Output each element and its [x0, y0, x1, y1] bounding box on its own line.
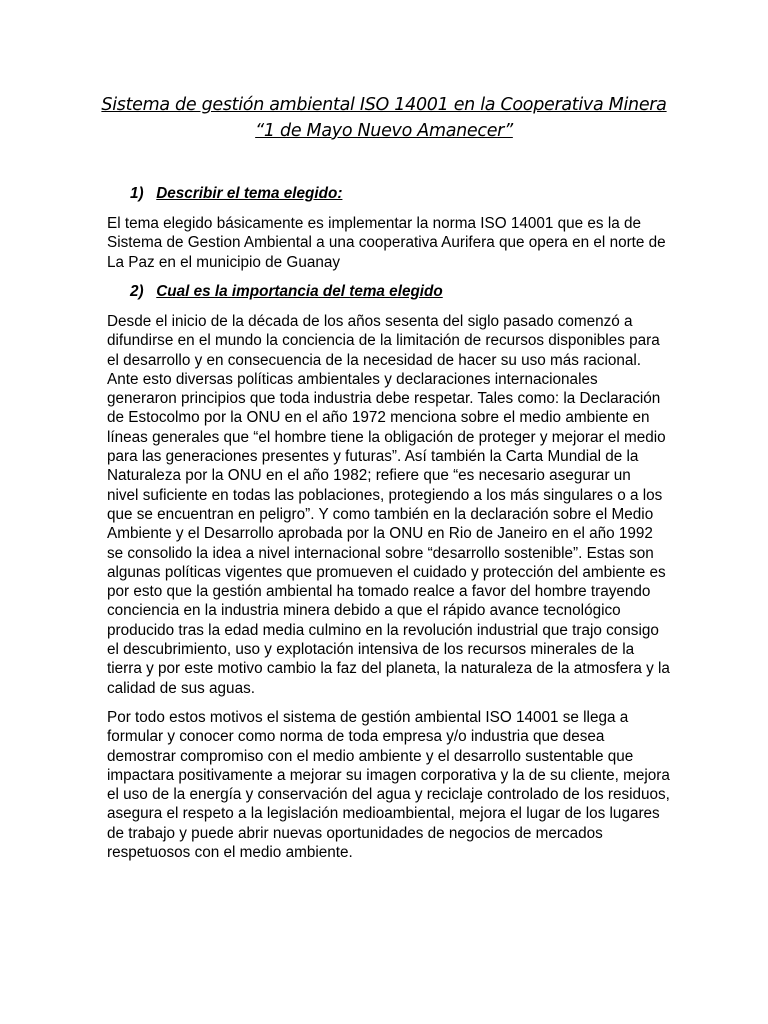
title-line-2: “1 de Mayo Nuevo Amanecer” — [255, 121, 513, 141]
document-title — [100, 92, 668, 144]
paragraph-line: para las generaciones presentes y futuras”. Así también la Carta Mundial de la — [107, 448, 639, 466]
section-2-number: 2) — [130, 283, 144, 300]
paragraph-line: respetuosos con el medio ambiente. — [107, 844, 353, 862]
paragraph-line: el desarrollo y en consecuencia de la necesidad de hacer su uso más racional. — [107, 351, 642, 369]
section-2-paragraph-1 — [107, 312, 677, 698]
paragraph-line: generaron principios que toda industria debe respetar. Tales como: la Declaración — [107, 390, 661, 408]
paragraph-line: se consolido la idea a nivel internacional sobre “desarrollo sostenible”. Estas son — [107, 544, 654, 562]
section-2-paragraph-2 — [107, 708, 677, 862]
paragraph-line: demostrar compromiso con el medio ambiente y el desarrollo sustentable que — [107, 747, 634, 765]
paragraph-line: el descubrimiento, uso y explotación intensiva de los recursos minerales de la — [107, 641, 635, 659]
paragraph-line: El tema elegido básicamente es implementar la norma ISO 14001 que es la de — [107, 215, 641, 232]
paragraph-line: de Estocolmo por la ONU en el año 1972 menciona sobre el medio ambiente en — [107, 409, 650, 427]
section-2-heading-text: Cual es la importancia del tema elegido — [156, 283, 443, 300]
paragraph-line: de trabajo y puede abrir nuevas oportunidades de negocios de mercados — [107, 824, 603, 842]
paragraph-line: Ante esto diversas políticas ambientales y declaraciones internacionales — [107, 370, 598, 388]
paragraph-line: tierra y por este motivo cambio la faz del planeta, la naturaleza de la atmosfera y la — [107, 660, 670, 678]
paragraph-line: algunas políticas vigentes que promueven el cuidado y protección del ambiente es — [107, 563, 666, 581]
paragraph-line: difundirse en el mundo la conciencia de la limitación de recursos disponibles para — [107, 332, 660, 350]
paragraph-line: La Paz en el municipio de Guanay — [107, 253, 341, 271]
paragraph-line: producido tras la edad media culmino en la revolución industrial que trajo consigo — [107, 621, 659, 639]
paragraph-line: calidad de sus aguas. — [107, 679, 255, 697]
paragraph-line: Sistema de Gestion Ambiental a una cooperativa Aurifera que opera en el norte de — [107, 234, 666, 252]
section-1-paragraph — [107, 214, 677, 272]
section-1-number: 1) — [130, 185, 144, 202]
paragraph-line: impactara positivamente a mejorar su imagen corporativa y la de su cliente, mejora — [107, 766, 670, 784]
paragraph-line: conciencia en la industria minera debido a que el rápido avance tecnológico — [107, 602, 621, 620]
paragraph-line: Desde el inicio de la década de los años sesenta del siglo pasado comenzó a — [107, 313, 633, 330]
section-2-heading — [130, 282, 443, 302]
paragraph-line: Naturaleza por la ONU en el año 1982; refiere que “es necesario asegurar un — [107, 467, 631, 485]
paragraph-line: líneas generales que “el hombre tiene la obligación de proteger y mejorar el medio — [107, 428, 666, 446]
section-1-heading — [130, 184, 342, 204]
paragraph-line: por esto que la gestión ambiental ha tomado realce a favor del hombre trayendo — [107, 583, 651, 601]
title-line-1: Sistema de gestión ambiental ISO 14001 en la Cooperativa Minera — [101, 95, 667, 115]
paragraph-line: asegura el respeto a la legislación medioambiental, mejora el lugar de los lugares — [107, 805, 660, 823]
paragraph-line: Ambiente y el Desarrollo aprobada por la ONU en Rio de Janeiro en el año 1992 — [107, 525, 653, 543]
section-1-heading-text: Describir el tema elegido: — [156, 185, 343, 202]
paragraph-line: Por todo estos motivos el sistema de gestión ambiental ISO 14001 se llega a — [107, 709, 629, 726]
paragraph-line: el uso de la energía y conservación del agua y reciclaje controlado de los residuos, — [107, 786, 670, 804]
paragraph-line: formular y conocer como norma de toda empresa y/o industria que desea — [107, 728, 605, 746]
paragraph-line: que se encuentran en peligro”. Y como también en la declaración sobre el Medio — [107, 505, 654, 523]
paragraph-line: nivel suficiente en todas las poblaciones, protegiendo a los más singulares o a los — [107, 486, 663, 504]
